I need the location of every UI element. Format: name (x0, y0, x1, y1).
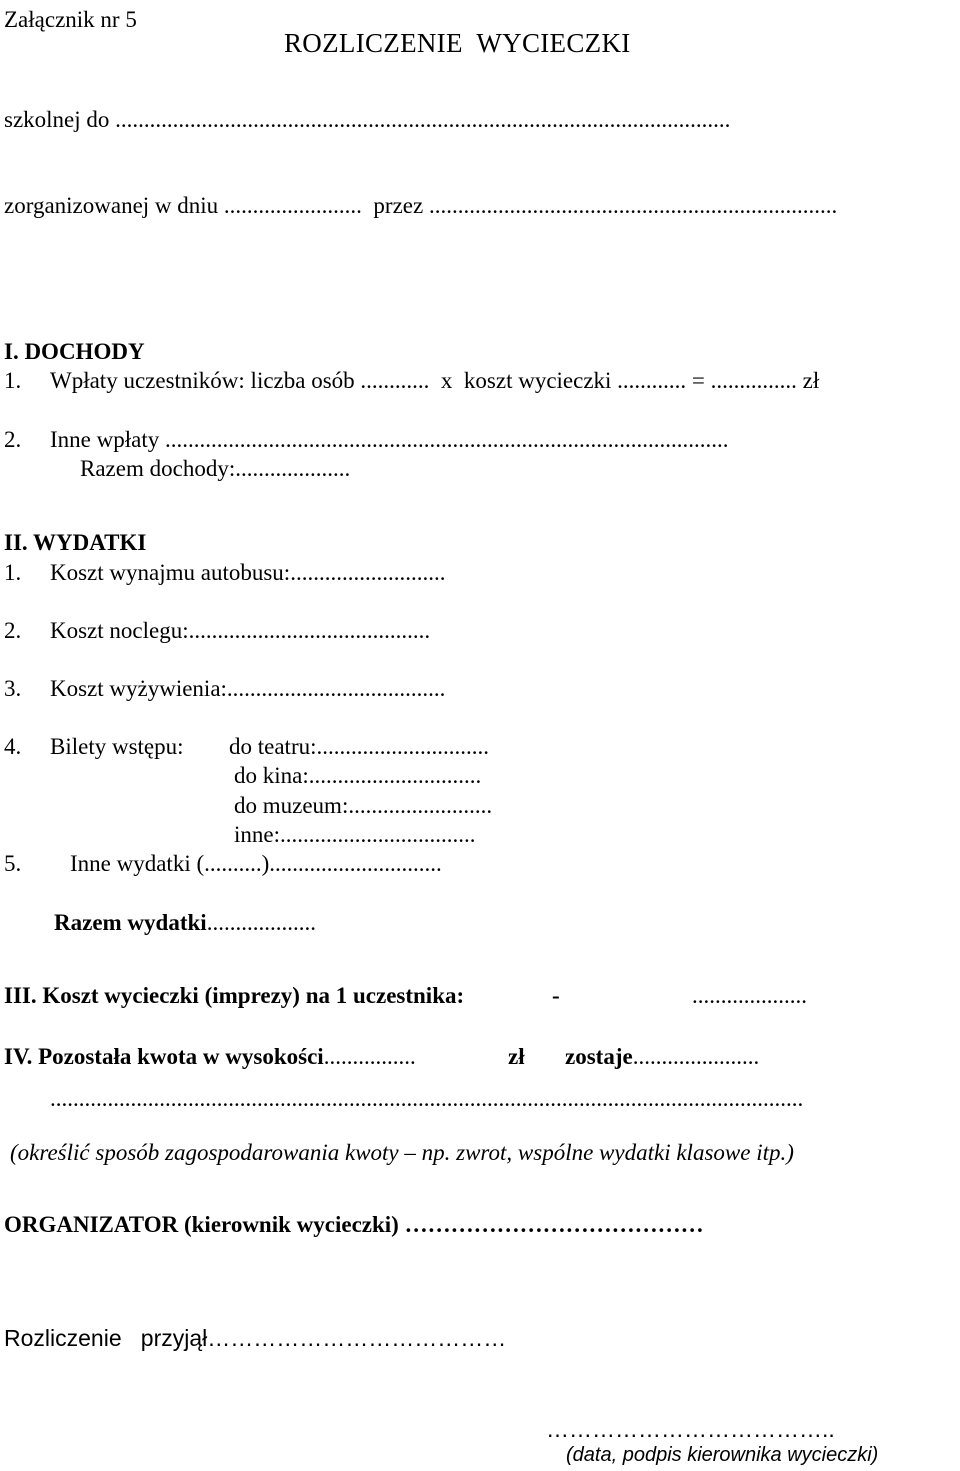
organizer-signature-dots: ………………………………… (404, 1212, 704, 1237)
organized-line: zorganizowanej w dniu ........................ przez ....................................................................... (4, 193, 838, 218)
cost-per-participant-label: III. Koszt wycieczki (imprezy) na 1 uczestnika: (4, 983, 465, 1008)
expense-item3-number: 3. (4, 676, 22, 701)
organizer-line (4, 1213, 704, 1236)
remaining-amount-label: IV. Pozostała kwota w wysokości (4, 1044, 324, 1069)
remaining-amount-dots: ................ (323, 1044, 416, 1069)
income-heading: I. DOCHODY (4, 339, 145, 364)
ticket-museum: do muzeum:......................... (234, 793, 493, 818)
school-line: szkolnej do ........................................................................................................... (4, 107, 731, 132)
expense-item1-text: Koszt wynajmu autobusu:........................... (50, 560, 446, 585)
attachment-number: Załącznik nr 5 (4, 7, 137, 32)
expense-item5-number: 5. (4, 851, 22, 876)
expenses-heading: II. WYDATKI (4, 530, 147, 555)
usage-note: (określić sposób zagospodarowania kwoty – np. zwrot, wspólne wydatki klasowe itp.) (10, 1140, 794, 1165)
expense-item2-number: 2. (4, 618, 22, 643)
expense-item2-text: Koszt noclegu:.......................................... (50, 618, 431, 643)
expense-item4-number: 4. (4, 734, 22, 759)
cost-per-participant-dots: .................... (692, 983, 807, 1008)
expense-item4-label: Bilety wstępu: (50, 734, 184, 759)
ticket-cinema: do kina:.............................. (234, 763, 482, 788)
document-title: ROZLICZENIE WYCIECZKI (284, 28, 631, 58)
ticket-theatre: do teatru:.............................. (229, 734, 489, 759)
income-item1-number: 1. (4, 368, 22, 393)
expenses-total (54, 911, 316, 934)
expense-item3-text: Koszt wyżywienia:...................................... (50, 676, 446, 701)
income-item2-number: 2. (4, 427, 22, 452)
income-item2-text: Inne wpłaty .................................................................................................. (50, 427, 729, 452)
remaining-continuation-dots: ................................................................................................................................... (50, 1086, 804, 1111)
signature-caption: (data, podpis kierownika wycieczki) (566, 1444, 879, 1466)
income-item1-text: Wpłaty uczestników: liczba osób ............ x koszt wycieczki ............ = ............... zł (50, 368, 820, 393)
remains-label: zostaje (565, 1044, 633, 1069)
expenses-total-dots: ................... (206, 910, 316, 935)
remaining-amount-line (4, 1045, 416, 1068)
ticket-other: inne:.................................. (234, 822, 476, 847)
remains-dots: ...................... (632, 1044, 760, 1069)
accepted-line (4, 1327, 506, 1350)
income-total: Razem dochody:.................... (80, 456, 351, 481)
remaining-currency: zł (508, 1044, 525, 1069)
expenses-total-label: Razem wydatki (54, 910, 207, 935)
expense-item1-number: 1. (4, 560, 22, 585)
cost-per-participant-dash: - (552, 983, 560, 1008)
accepted-signature-dots: ………………………………… (207, 1325, 507, 1351)
expense-item5-text: Inne wydatki (..........).............................. (70, 851, 442, 876)
organizer-label: ORGANIZATOR (kierownik wycieczki) (4, 1212, 399, 1237)
remains-line (565, 1045, 759, 1068)
accepted-label: Rozliczenie przyjął (4, 1325, 208, 1351)
signature-dots: ……………………………….. (546, 1416, 835, 1442)
